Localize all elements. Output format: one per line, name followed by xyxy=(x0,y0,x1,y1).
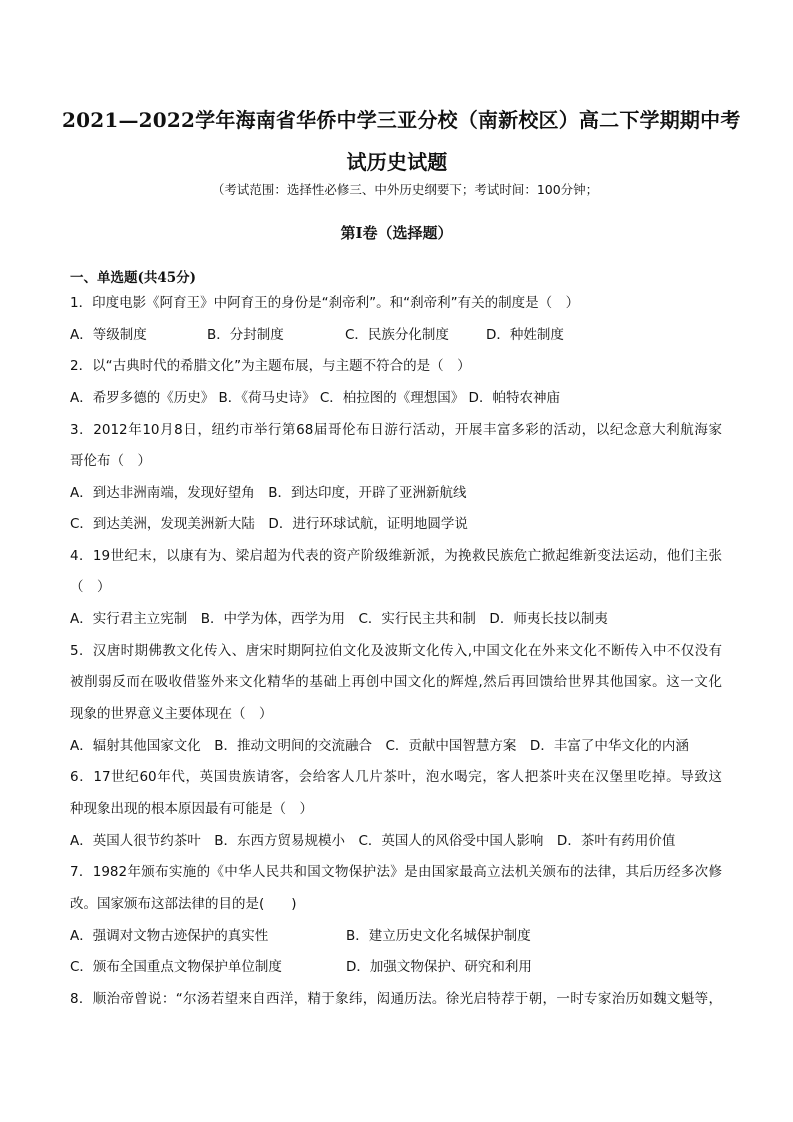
question-7-stem-line-1: 7．1982年颁布实施的《中华人民共和国文物保护法》是由国家最高立法机关颁布的法律，其后历经多次修 xyxy=(70,864,722,880)
question-3-options-line-2[interactable]: C．到达美洲，发现美洲新大陆 D．进行环球试航，证明地圆学说 xyxy=(70,516,468,532)
question-6-stem-line-2: 种现象出现的根本原因最有可能是（ ） xyxy=(70,801,313,817)
exam-title-line-2: 试历史试题 xyxy=(346,150,448,174)
question-4-options[interactable]: A．实行君主立宪制 B．中学为体，西学为用 C．实行民主共和制 D．师夷长技以制夷 xyxy=(70,611,608,627)
question-4-stem-line-2: （ ） xyxy=(70,579,111,595)
exam-title-line-1: 2021—2022学年海南省华侨中学三亚分校（南新校区）高二下学期期中考 xyxy=(62,108,741,132)
question-8-stem-line-1: 8．顺治帝曾说：“尔汤若望来自西洋，精于象纬，闳通历法。徐光启特荐于朝，一时专家治历如魏文魁等， xyxy=(70,991,722,1007)
question-1-option-c[interactable]: C．民族分化制度 xyxy=(345,327,449,343)
question-1-stem: 1．印度电影《阿育王》中阿育王的身份是“刹帝利”。和“刹帝利”有关的制度是（ ） xyxy=(70,295,580,311)
question-5-stem-line-1: 5．汉唐时期佛教文化传入、唐宋时期阿拉伯文化及波斯文化传入,中国文化在外来文化不断传入中不仅没有 xyxy=(70,643,722,659)
question-7-option-b[interactable]: B．建立历史文化名城保护制度 xyxy=(346,928,531,944)
question-7-option-c[interactable]: C．颁布全国重点文物保护单位制度 xyxy=(70,959,282,975)
section-title: 一、单选题(共45分) xyxy=(70,270,197,286)
question-5-options[interactable]: A．辐射其他国家文化 B．推动文明间的交流融合 C．贡献中国智慧方案 D．丰富了中华文化的内涵 xyxy=(70,738,689,754)
part-title: 第I卷（选择题） xyxy=(340,224,453,242)
question-6-stem-line-1: 6．17世纪60年代，英国贵族请客，会给客人几片茶叶，泡水喝完，客人把茶叶夹在汉堡里吃掉。导致这 xyxy=(70,769,722,785)
question-6-options[interactable]: A．英国人很节约茶叶 B．东西方贸易规模小 C．英国人的风俗受中国人影响 D．茶叶有药用价值 xyxy=(70,833,676,849)
question-1-option-b[interactable]: B．分封制度 xyxy=(207,327,284,343)
question-5-stem-line-3: 现象的世界意义主要体现在（ ） xyxy=(70,706,273,722)
exam-meta: （考试范围：选择性必修三、中外历史纲要下；考试时间：100分钟； xyxy=(211,182,599,197)
question-2-stem: 2．以“古典时代的希腊文化”为主题布展，与主题不符合的是（ ） xyxy=(70,358,471,374)
question-4-stem-line-1: 4．19世纪末，以康有为、梁启超为代表的资产阶级维新派，为挽救民族危亡掀起维新变法运动，他们主张 xyxy=(70,548,722,564)
question-3-stem-line-1: 3．2012年10月8日，纽约市举行第68届哥伦布日游行活动，开展丰富多彩的活动，以纪念意大利航海家 xyxy=(70,422,722,438)
question-7-stem-line-2: 改。国家颁布这部法律的目的是( ) xyxy=(70,896,297,912)
question-7-option-a[interactable]: A．强调对文物古迹保护的真实性 xyxy=(70,928,269,944)
question-3-options-line-1[interactable]: A．到达非洲南端，发现好望角 B．到达印度，开辟了亚洲新航线 xyxy=(70,485,467,501)
question-5-stem-line-2: 被削弱反而在吸收借鉴外来文化精华的基础上再创中国文化的辉煌,然后再回馈给世界其他国家。这一文化 xyxy=(70,674,722,690)
question-3-stem-line-2: 哥伦布（ ） xyxy=(70,453,151,469)
question-2-options[interactable]: A．希罗多德的《历史》 B．《荷马史诗》 C．柏拉图的《理想国》 D．帕特农神庙 xyxy=(70,390,560,406)
question-7-option-d[interactable]: D．加强文物保护、研究和利用 xyxy=(346,959,532,975)
question-1-option-a[interactable]: A．等级制度 xyxy=(70,327,147,343)
question-1-option-d[interactable]: D．种姓制度 xyxy=(486,327,564,343)
